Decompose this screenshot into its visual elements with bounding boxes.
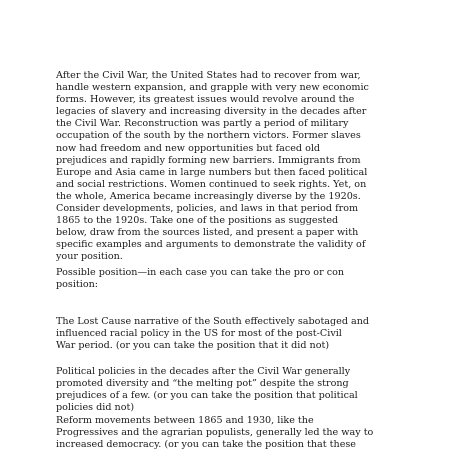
paragraph-line: handle western expansion, and grapple with very new economic xyxy=(56,82,369,94)
paragraph-line: policies did not) xyxy=(56,402,135,414)
paragraph-lost-cause xyxy=(56,316,406,352)
paragraph-line: Consider developments, policies, and laws in that period from xyxy=(56,203,359,215)
paragraph-line: and social restrictions. Women continued to seek rights. Yet, on xyxy=(56,178,367,190)
paragraph-line: below, draw from the sources listed, and present a paper with xyxy=(56,227,359,239)
paragraph-line: forms. However, its greatest issues would revolve around the xyxy=(56,94,355,106)
paragraph-line: Progressives and the agrarian populists, generally led the way to xyxy=(56,427,374,439)
paragraph-line: legacies of slavery and increasing diversity in the decades after xyxy=(56,106,367,118)
paragraph-line: Possible position—in each case you can take the pro or con xyxy=(56,267,345,278)
paragraph-line: now had freedom and new opportunities but faced old xyxy=(56,142,321,154)
paragraph-line: the Civil War. Reconstruction was partly a period of military xyxy=(56,118,349,130)
paragraph-intro xyxy=(56,70,406,264)
paragraph-line: War period. (or you can take the position that it did not) xyxy=(56,340,330,352)
paragraph-line: the whole, America became increasingly diverse by the 1920s. xyxy=(56,190,361,202)
paragraph-line: occupation of the south by the northern victors. Former slaves xyxy=(56,130,361,142)
paragraph-line: prejudices and rapidly forming new barriers. Immigrants from xyxy=(56,154,361,166)
paragraph-line: The Lost Cause narrative of the South effectively sabotaged and xyxy=(56,316,370,327)
paragraph-line: position: xyxy=(56,279,99,291)
paragraph-line: influenced racial policy in the US for most of the post-Civil xyxy=(56,328,342,340)
paragraph-line: your position. xyxy=(56,251,123,263)
paragraph-line: increased democracy. (or you can take the position that these xyxy=(56,439,356,451)
paragraph-line: promoted diversity and “the melting pot” despite the strong xyxy=(56,378,349,390)
paragraph-line: specific examples and arguments to demonstrate the validity of xyxy=(56,239,366,251)
paragraph-line: 1865 to the 1920s. Take one of the positions as suggested xyxy=(56,215,339,227)
paragraph-reform-movements xyxy=(56,415,406,451)
paragraph-line: Reform movements between 1865 and 1930, like the xyxy=(56,415,314,426)
paragraph-line: After the Civil War, the United States had to recover from war, xyxy=(56,70,361,81)
paragraph-possible-positions xyxy=(56,267,406,291)
paragraph-line: Europe and Asia came in large numbers but then faced political xyxy=(56,166,368,178)
paragraph-line: prejudices of a few. (or you can take the position that political xyxy=(56,390,358,402)
paragraph-line: Political policies in the decades after the Civil War generally xyxy=(56,366,351,377)
paragraph-political-policies xyxy=(56,366,406,414)
